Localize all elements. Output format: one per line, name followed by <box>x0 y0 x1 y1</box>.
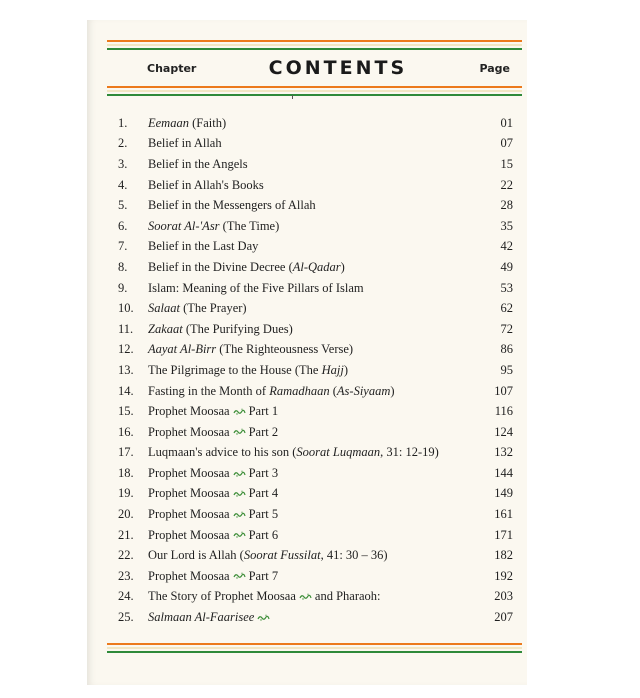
toc-row <box>107 566 522 587</box>
toc-title-part: ) <box>390 383 395 398</box>
toc-title-part: (The Righteousness Verse) <box>216 342 354 357</box>
toc-row <box>107 195 522 216</box>
toc-chapter-title <box>148 178 264 193</box>
toc-title-part: Part 6 <box>248 527 279 542</box>
toc-page-number: 107 <box>494 383 513 398</box>
toc-chapter-number: 15. <box>118 404 134 419</box>
toc-chapter-number: 17. <box>118 445 134 460</box>
toc-row <box>107 154 522 175</box>
toc-row <box>107 463 522 484</box>
toc-chapter-title <box>148 157 248 172</box>
peace-be-upon-him-calligraphy-icon <box>233 470 246 477</box>
toc-chapter-title <box>148 548 388 563</box>
toc-title-part: Prophet Moosaa <box>148 507 230 522</box>
toc-row <box>107 422 522 443</box>
toc-chapter-title <box>148 301 247 316</box>
toc-chapter-number: 3. <box>118 156 128 171</box>
toc-chapter-number: 18. <box>118 465 134 480</box>
toc-title-part: Our Lord is Allah ( <box>148 548 244 563</box>
toc-chapter-number: 25. <box>118 610 134 625</box>
toc-chapter-title <box>148 569 278 584</box>
toc-title-part: Part 5 <box>248 507 279 522</box>
toc-page-number: 207 <box>494 610 513 625</box>
toc-chapter-number: 1. <box>118 115 128 130</box>
peace-be-upon-him-calligraphy-icon <box>233 572 246 579</box>
toc-chapter-number: 7. <box>118 239 128 254</box>
toc-title-part: ) <box>343 362 348 377</box>
toc-title-part: Eemaan <box>148 115 189 130</box>
toc-chapter-number: 10. <box>118 301 134 316</box>
toc-page-number: 124 <box>494 424 513 439</box>
toc-chapter-title <box>148 198 316 213</box>
toc-chapter-number: 9. <box>118 280 128 295</box>
toc-title-part: Belief in the Messengers of Allah <box>148 198 316 213</box>
toc-chapter-title <box>148 136 222 151</box>
toc-page-number: 62 <box>500 301 513 316</box>
toc-chapter-title <box>148 507 278 522</box>
toc-row <box>107 443 522 464</box>
toc-page-number: 116 <box>494 404 513 419</box>
toc-chapter-title <box>148 260 345 275</box>
toc-row <box>107 237 522 258</box>
toc-page-number: 132 <box>494 445 513 460</box>
toc-chapter-title <box>148 589 381 604</box>
toc-title-part: Belief in the Angels <box>148 156 248 171</box>
toc-title-part: ( <box>329 383 337 398</box>
toc-chapter-number: 20. <box>118 507 134 522</box>
toc-chapter-number: 2. <box>118 136 128 151</box>
toc-chapter-title <box>148 610 273 625</box>
toc-row <box>107 278 522 299</box>
toc-title-part: and Pharaoh: <box>314 589 381 604</box>
toc-title-part: Aayat Al-Birr <box>148 342 217 357</box>
toc-chapter-title <box>148 239 258 254</box>
toc-page-number: 35 <box>500 218 513 233</box>
toc-page-number: 28 <box>500 198 513 213</box>
toc-page-number: 95 <box>500 362 513 377</box>
toc-chapter-number: 13. <box>118 362 134 377</box>
table-of-contents <box>107 113 522 628</box>
toc-title-part: (Faith) <box>188 115 227 130</box>
toc-row <box>107 607 522 628</box>
header-underline-stripes <box>107 86 522 98</box>
toc-title-part: Prophet Moosaa <box>148 527 230 542</box>
toc-title-part: As-Siyaam <box>336 383 391 398</box>
toc-page-number: 144 <box>494 465 513 480</box>
toc-title-part: Al-Qadar <box>292 259 341 274</box>
toc-row <box>107 257 522 278</box>
toc-chapter-number: 16. <box>118 424 134 439</box>
toc-row <box>107 134 522 155</box>
toc-page-number: 15 <box>500 156 513 171</box>
print-mark <box>292 95 293 99</box>
toc-chapter-number: 22. <box>118 548 134 563</box>
toc-page-number: 203 <box>494 589 513 604</box>
toc-row <box>107 587 522 608</box>
toc-title-part: (The Purifying Dues) <box>182 321 293 336</box>
toc-page-number: 161 <box>494 507 513 522</box>
toc-title-part: Hajj <box>321 362 344 377</box>
chapter-column-label: Chapter <box>147 61 197 75</box>
toc-chapter-number: 12. <box>118 342 134 357</box>
toc-page-number: 72 <box>500 321 513 336</box>
peace-be-upon-him-calligraphy-icon <box>233 428 246 435</box>
toc-title-part: (The Time) <box>219 218 280 233</box>
toc-page-number: 182 <box>494 548 513 563</box>
toc-chapter-number: 11. <box>118 321 134 336</box>
toc-page-number: 171 <box>494 527 513 542</box>
toc-title-part: Salaat <box>148 301 180 316</box>
toc-page-number: 53 <box>500 280 513 295</box>
toc-title-part: Soorat Al-'Asr <box>148 218 220 233</box>
toc-title-part: Islam: Meaning of the Five Pillars of Islam <box>148 280 364 295</box>
toc-chapter-number: 5. <box>118 198 128 213</box>
toc-chapter-number: 6. <box>118 218 128 233</box>
toc-page-number: 49 <box>500 259 513 274</box>
toc-title-part: Luqmaan's advice to his son ( <box>148 445 297 460</box>
toc-title-part: Prophet Moosaa <box>148 486 230 501</box>
toc-title-part: Salmaan Al-Faarisee <box>148 610 255 625</box>
toc-title-part: The Pilgrimage to the House (The <box>148 362 322 377</box>
contents-header <box>107 52 522 84</box>
toc-title-part: Prophet Moosaa <box>148 465 230 480</box>
toc-title-part: Part 7 <box>248 568 279 583</box>
peace-be-upon-him-calligraphy-icon <box>299 593 312 600</box>
toc-page-number: 01 <box>500 115 513 130</box>
toc-page-number: 07 <box>500 136 513 151</box>
toc-title-part: , 41: 30 – 36) <box>320 548 388 563</box>
toc-page-number: 22 <box>500 177 513 192</box>
toc-row <box>107 319 522 340</box>
peace-be-upon-him-calligraphy-icon <box>233 531 246 538</box>
toc-chapter-number: 23. <box>118 568 134 583</box>
toc-chapter-title <box>148 363 348 378</box>
toc-title-part: Soorat Fussilat <box>243 548 321 563</box>
toc-chapter-title <box>148 342 353 357</box>
toc-row <box>107 175 522 196</box>
toc-chapter-title <box>148 466 278 481</box>
toc-row <box>107 484 522 505</box>
toc-title-part: Zakaat <box>148 321 183 336</box>
toc-page-number: 192 <box>494 568 513 583</box>
toc-page-number: 86 <box>500 342 513 357</box>
toc-page-number: 42 <box>500 239 513 254</box>
toc-title-part: Part 1 <box>248 404 279 419</box>
toc-title-part: The Story of Prophet Moosaa <box>148 589 296 604</box>
peace-be-upon-him-calligraphy-icon <box>233 408 246 415</box>
toc-chapter-title <box>148 404 278 419</box>
toc-title-part: Ramadhaan <box>269 383 330 398</box>
toc-chapter-title <box>148 445 439 460</box>
toc-title-part: Belief in the Last Day <box>148 239 259 254</box>
toc-chapter-title <box>148 425 278 440</box>
toc-title-part: ) <box>340 259 345 274</box>
toc-title-part: Fasting in the Month of <box>148 383 270 398</box>
toc-title-part: (The Prayer) <box>179 301 247 316</box>
toc-chapter-title <box>148 116 226 131</box>
toc-title-part: Belief in Allah's Books <box>148 177 264 192</box>
peace-be-upon-him-calligraphy-icon <box>257 614 270 621</box>
toc-title-part: Soorat Luqmaan <box>296 445 381 460</box>
toc-chapter-number: 14. <box>118 383 134 398</box>
toc-chapter-title <box>148 384 395 399</box>
toc-chapter-number: 21. <box>118 527 134 542</box>
toc-title-part: Prophet Moosaa <box>148 424 230 439</box>
toc-chapter-title <box>148 528 278 543</box>
toc-title-part: , 31: 12-19) <box>380 445 439 460</box>
toc-row <box>107 216 522 237</box>
toc-row <box>107 340 522 361</box>
peace-be-upon-him-calligraphy-icon <box>233 511 246 518</box>
page-title: CONTENTS <box>268 57 408 79</box>
toc-row <box>107 381 522 402</box>
toc-chapter-title <box>148 219 279 234</box>
peace-be-upon-him-calligraphy-icon <box>233 490 246 497</box>
page-column-label: Page <box>479 61 510 75</box>
toc-row <box>107 360 522 381</box>
top-decorative-stripes <box>107 40 522 52</box>
toc-title-part: Part 2 <box>248 424 279 439</box>
toc-title-part: Belief in Allah <box>148 136 222 151</box>
toc-chapter-title <box>148 322 293 337</box>
toc-title-part: Part 3 <box>248 465 279 480</box>
toc-title-part: Part 4 <box>248 486 279 501</box>
toc-chapter-title <box>148 486 278 501</box>
toc-chapter-number: 24. <box>118 589 134 604</box>
toc-title-part: Prophet Moosaa <box>148 568 230 583</box>
toc-chapter-number: 4. <box>118 177 128 192</box>
toc-chapter-number: 8. <box>118 259 128 274</box>
toc-row <box>107 401 522 422</box>
toc-chapter-title <box>148 281 364 296</box>
toc-row <box>107 545 522 566</box>
toc-title-part: Prophet Moosaa <box>148 404 230 419</box>
bottom-decorative-stripes <box>107 643 522 655</box>
toc-row <box>107 113 522 134</box>
toc-row <box>107 504 522 525</box>
toc-title-part: Belief in the Divine Decree ( <box>148 259 293 274</box>
toc-row <box>107 298 522 319</box>
toc-page-number: 149 <box>494 486 513 501</box>
toc-chapter-number: 19. <box>118 486 134 501</box>
toc-row <box>107 525 522 546</box>
